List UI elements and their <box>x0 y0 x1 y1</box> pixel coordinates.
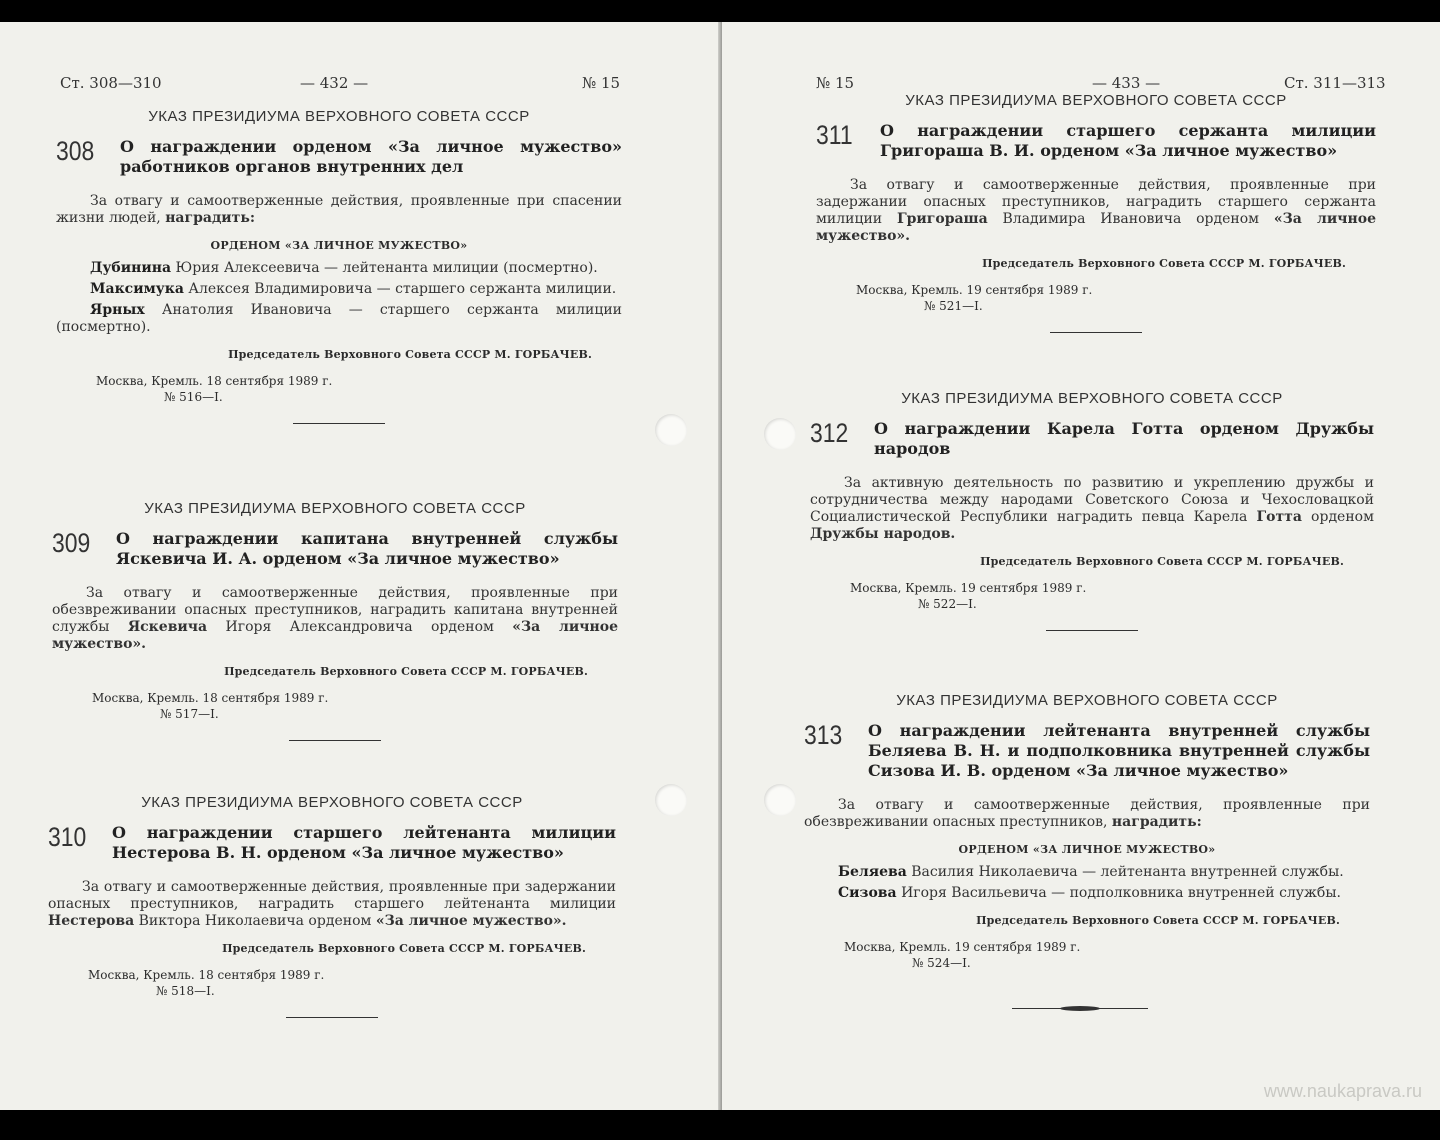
doc-number: № 518—I. <box>156 984 215 998</box>
decree-heading: О награждении старшего лейтенанта милиции Нестерова В. Н. орденом «За личное мужество» <box>112 823 616 862</box>
decree-body: За отвагу и самоотверженные действия, проявленные при задержании опасных преступников, наградить старшего лейтенанта милиции Нестерова Виктора Николаевича орденом «За личное мужество». <box>48 879 616 929</box>
decree-heading: О награждении старшего сержанта милиции Григораша В. И. орденом «За личное мужество» <box>880 121 1376 160</box>
place-date: Москва, Кремль. 18 сентября 1989 г. <box>92 691 329 705</box>
awardee: Беляева Василия Николаевича — лейтенанта внутренней службы. <box>838 864 1344 880</box>
decree-number: 312 <box>810 418 849 448</box>
place-date: Москва, Кремль. 18 сентября 1989 г. <box>96 374 333 388</box>
header-articles: Ст. 308—310 <box>60 74 162 92</box>
header-page-number: — 432 — <box>300 74 369 92</box>
divider <box>289 740 381 741</box>
decree-308 <box>56 108 622 424</box>
decree-heading: О награждении капитана внутренней службы Яскевича И. А. орденом «За личное мужество» <box>116 529 618 568</box>
header-issue-number: № 15 <box>582 74 621 92</box>
divider <box>1046 630 1138 631</box>
decree-number: 313 <box>804 720 843 750</box>
left-page <box>0 22 722 1110</box>
awardee: Максимука Алексея Владимировича — старшего сержанта милиции. <box>90 281 617 297</box>
signature: Председатель Верховного Совета СССР М. ГОРБАЧЕВ. <box>224 665 588 678</box>
header-articles: Ст. 311—313 <box>1284 74 1386 92</box>
decree-title: УКАЗ ПРЕЗИДИУМА ВЕРХОВНОГО СОВЕТА СССР <box>144 500 526 517</box>
decree-313 <box>804 692 1370 971</box>
signature: Председатель Верховного Совета СССР М. ГОРБАЧЕВ. <box>976 914 1340 927</box>
header-issue-number: № 15 <box>816 74 855 92</box>
binder-hole <box>655 414 687 446</box>
place-date: Москва, Кремль. 19 сентября 1989 г. <box>850 581 1087 595</box>
decree-body: За отвагу и самоотверженные действия, проявленные при обезвреживании опасных преступников, наградить капитана внутренней службы Яскевича Игоря Александровича орденом «За личное мужество». <box>52 585 618 652</box>
awardee: Дубинина Юрия Алексеевича — лейтенанта милиции (посмертно). <box>90 260 598 276</box>
decree-title: УКАЗ ПРЕЗИДИУМА ВЕРХОВНОГО СОВЕТА СССР <box>901 390 1283 407</box>
decree-heading: О награждении орденом «За личное мужество» работников органов внутренних дел <box>120 137 622 176</box>
doc-number: № 516—I. <box>164 390 223 404</box>
decree-title: УКАЗ ПРЕЗИДИУМА ВЕРХОВНОГО СОВЕТА СССР <box>896 692 1278 709</box>
decree-body: За отвагу и самоотверженные действия, проявленные при задержании опасных преступников, наградить старшего сержанта милиции Григораша Владимира Ивановича орденом «За личное мужество». <box>816 177 1377 244</box>
decree-312 <box>810 390 1374 631</box>
binder-hole <box>764 418 796 450</box>
watermark: www.naukaprava.ru <box>1263 1081 1422 1101</box>
place-date: Москва, Кремль. 19 сентября 1989 г. <box>844 940 1081 954</box>
signature: Председатель Верховного Совета СССР М. ГОРБАЧЕВ. <box>222 942 586 955</box>
signature: Председатель Верховного Совета СССР М. ГОРБАЧЕВ. <box>980 555 1344 568</box>
decree-title: УКАЗ ПРЕЗИДИУМА ВЕРХОВНОГО СОВЕТА СССР <box>905 92 1287 109</box>
decree-title: УКАЗ ПРЕЗИДИУМА ВЕРХОВНОГО СОВЕТА СССР <box>148 108 530 125</box>
awardee: Ярных Анатолия Ивановича — старшего сержанта милиции (посмертно). <box>56 302 622 335</box>
divider <box>293 423 385 424</box>
doc-number: № 517—I. <box>160 707 219 721</box>
decree-body: За активную деятельность по развитию и укреплению дружбы и сотрудничества между народами Советского Союза и Чехословацкой Социалистической Республики наградить певца Карела Готта орденом Дружбы народов. <box>810 475 1374 542</box>
decree-heading: О награждении лейтенанта внутренней службы Беляева В. Н. и подполковника внутренней службы Сизова И. В. орденом «За личное мужество» <box>868 721 1370 780</box>
divider <box>286 1017 378 1018</box>
decree-number: 309 <box>52 528 91 558</box>
decree-number: 311 <box>816 120 853 150</box>
decree-309 <box>52 500 618 741</box>
place-date: Москва, Кремль. 19 сентября 1989 г. <box>856 283 1093 297</box>
decree-body: За отвагу и самоотверженные действия, проявленные при обезвреживании опасных преступников, наградить: <box>804 797 1370 830</box>
header-page-number: — 433 — <box>1092 74 1161 92</box>
binder-hole <box>764 784 796 816</box>
decree-heading: О награждении Карела Готта орденом Дружбы народов <box>874 419 1374 458</box>
divider <box>1050 332 1142 333</box>
doc-number: № 524—I. <box>912 956 971 970</box>
signature: Председатель Верховного Совета СССР М. ГОРБАЧЕВ. <box>982 257 1346 270</box>
place-date: Москва, Кремль. 18 сентября 1989 г. <box>88 968 325 982</box>
order-label: ОРДЕНОМ «ЗА ЛИЧНОЕ МУЖЕСТВО» <box>210 239 468 252</box>
order-label: ОРДЕНОМ «ЗА ЛИЧНОЕ МУЖЕСТВО» <box>958 843 1216 856</box>
decree-310 <box>48 794 616 1018</box>
decree-number: 308 <box>56 136 95 166</box>
doc-number: № 522—I. <box>918 597 977 611</box>
decree-title: УКАЗ ПРЕЗИДИУМА ВЕРХОВНОГО СОВЕТА СССР <box>141 794 523 811</box>
awardee: Сизова Игоря Васильевича — подполковника внутренней службы. <box>838 885 1341 901</box>
decree-body: За отвагу и самоотверженные действия, проявленные при спасении жизни людей, наградить: <box>56 193 622 226</box>
end-ornament <box>1012 1007 1148 1010</box>
doc-number: № 521—I. <box>924 299 983 313</box>
binder-hole <box>655 784 687 816</box>
right-page <box>722 22 1440 1110</box>
signature: Председатель Верховного Совета СССР М. ГОРБАЧЕВ. <box>228 348 592 361</box>
decree-number: 310 <box>48 822 87 852</box>
decree-311 <box>816 92 1376 333</box>
